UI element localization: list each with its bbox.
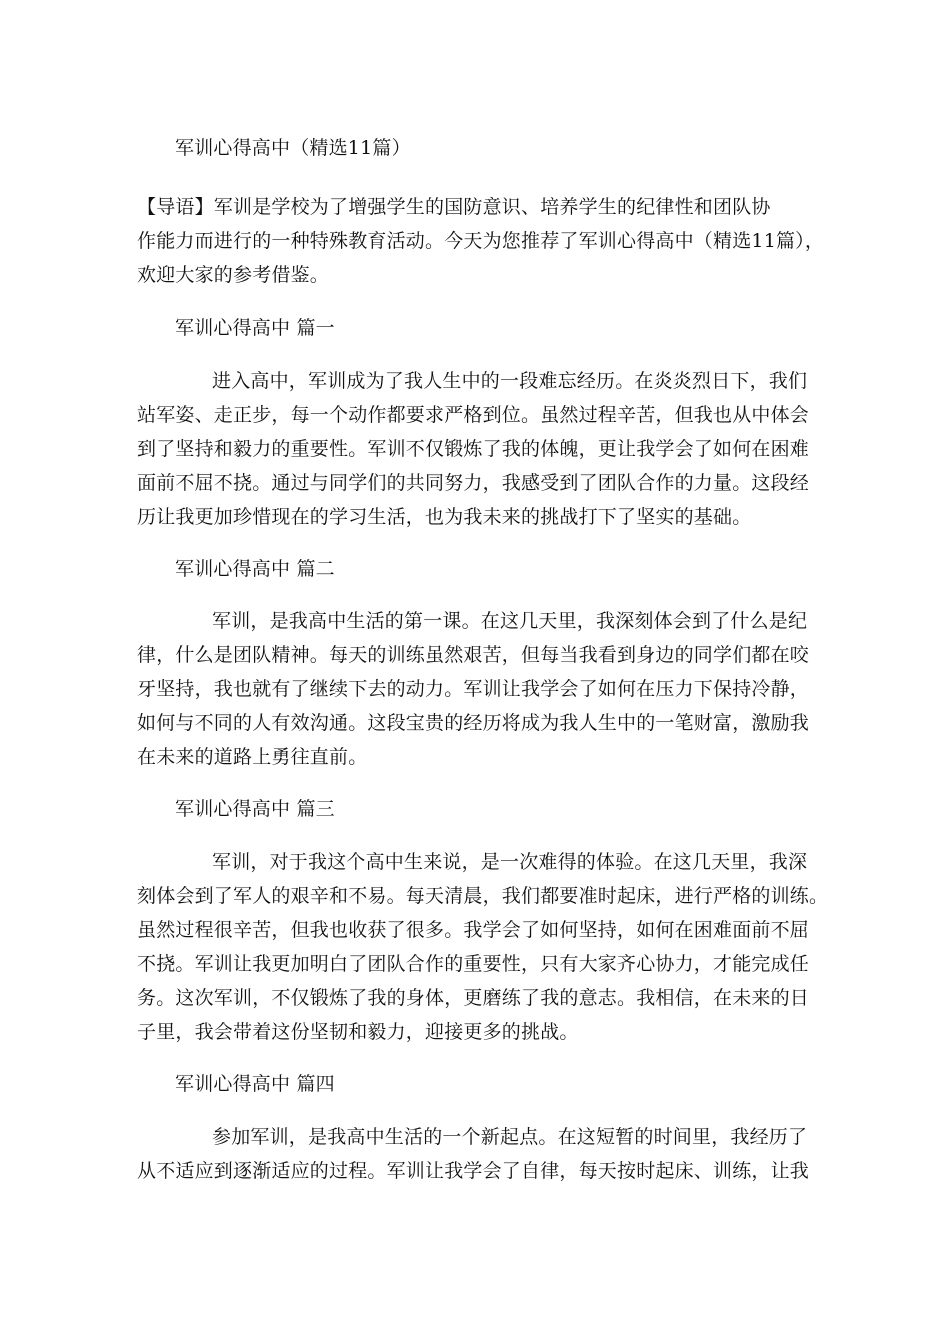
- paragraph-line: 务。这次军训，不仅锻炼了我的身体，更磨练了我的意志。我相信，在未来的日: [137, 987, 810, 1009]
- paragraph-line: 从不适应到逐渐适应的过程。军训让我学会了自律，每天按时起床、训练，让我: [137, 1160, 810, 1182]
- paragraph-line: 刻体会到了军人的艰辛和不易。每天清晨，我们都要准时起床，进行严格的训练。: [137, 885, 829, 907]
- paragraph-line: 进入高中，军训成为了我人生中的一段难忘经历。在炎炎烈日下，我们: [212, 370, 808, 392]
- document-title: 军训心得高中（精选11篇）: [175, 137, 411, 159]
- paragraph-line: 到了坚持和毅力的重要性。军训不仅锻炼了我的体魄，更让我学会了如何在困难: [137, 438, 810, 460]
- paragraph-line: 历让我更加珍惜现在的学习生活，也为我未来的挑战打下了坚实的基础。: [137, 506, 752, 528]
- paragraph-line: 子里，我会带着这份坚韧和毅力，迎接更多的挑战。: [137, 1021, 579, 1043]
- section-heading: 军训心得高中 篇一: [175, 317, 335, 339]
- paragraph-line: 虽然过程很辛苦，但我也收获了很多。我学会了如何坚持，如何在困难面前不屈: [137, 919, 810, 941]
- section-heading: 军训心得高中 篇三: [175, 798, 335, 820]
- paragraph-line: 在未来的道路上勇往直前。: [137, 746, 368, 768]
- paragraph-line: 军训，对于我这个高中生来说，是一次难得的体验。在这几天里，我深: [212, 851, 808, 873]
- intro-line: 【导语】军训是学校为了增强学生的国防意识、培养学生的纪律性和团队协: [137, 196, 771, 218]
- intro-line: 欢迎大家的参考借鉴。: [137, 264, 330, 286]
- paragraph-line: 如何与不同的人有效沟通。这段宝贵的经历将成为我人生中的一笔财富，激励我: [137, 712, 810, 734]
- paragraph-line: 律，什么是团队精神。每天的训练虽然艰苦，但每当我看到身边的同学们都在咬: [137, 644, 810, 666]
- paragraph-line: 军训，是我高中生活的第一课。在这几天里，我深刻体会到了什么是纪: [212, 610, 808, 632]
- paragraph-line: 牙坚持，我也就有了继续下去的动力。军训让我学会了如何在压力下保持冷静，: [137, 678, 810, 700]
- paragraph-line: 站军姿、走正步，每一个动作都要求严格到位。虽然过程辛苦，但我也从中体会: [137, 404, 810, 426]
- section-heading: 军训心得高中 篇二: [175, 558, 335, 580]
- paragraph-line: 面前不屈不挠。通过与同学们的共同努力，我感受到了团队合作的力量。这段经: [137, 472, 810, 494]
- intro-line: 作能力而进行的一种特殊教育活动。今天为您推荐了军训心得高中（精选11篇），: [137, 230, 825, 252]
- section-heading: 军训心得高中 篇四: [175, 1073, 335, 1095]
- paragraph-line: 参加军训，是我高中生活的一个新起点。在这短暂的时间里，我经历了: [212, 1126, 808, 1148]
- paragraph-line: 不挠。军训让我更加明白了团队合作的重要性，只有大家齐心协力，才能完成任: [137, 953, 810, 975]
